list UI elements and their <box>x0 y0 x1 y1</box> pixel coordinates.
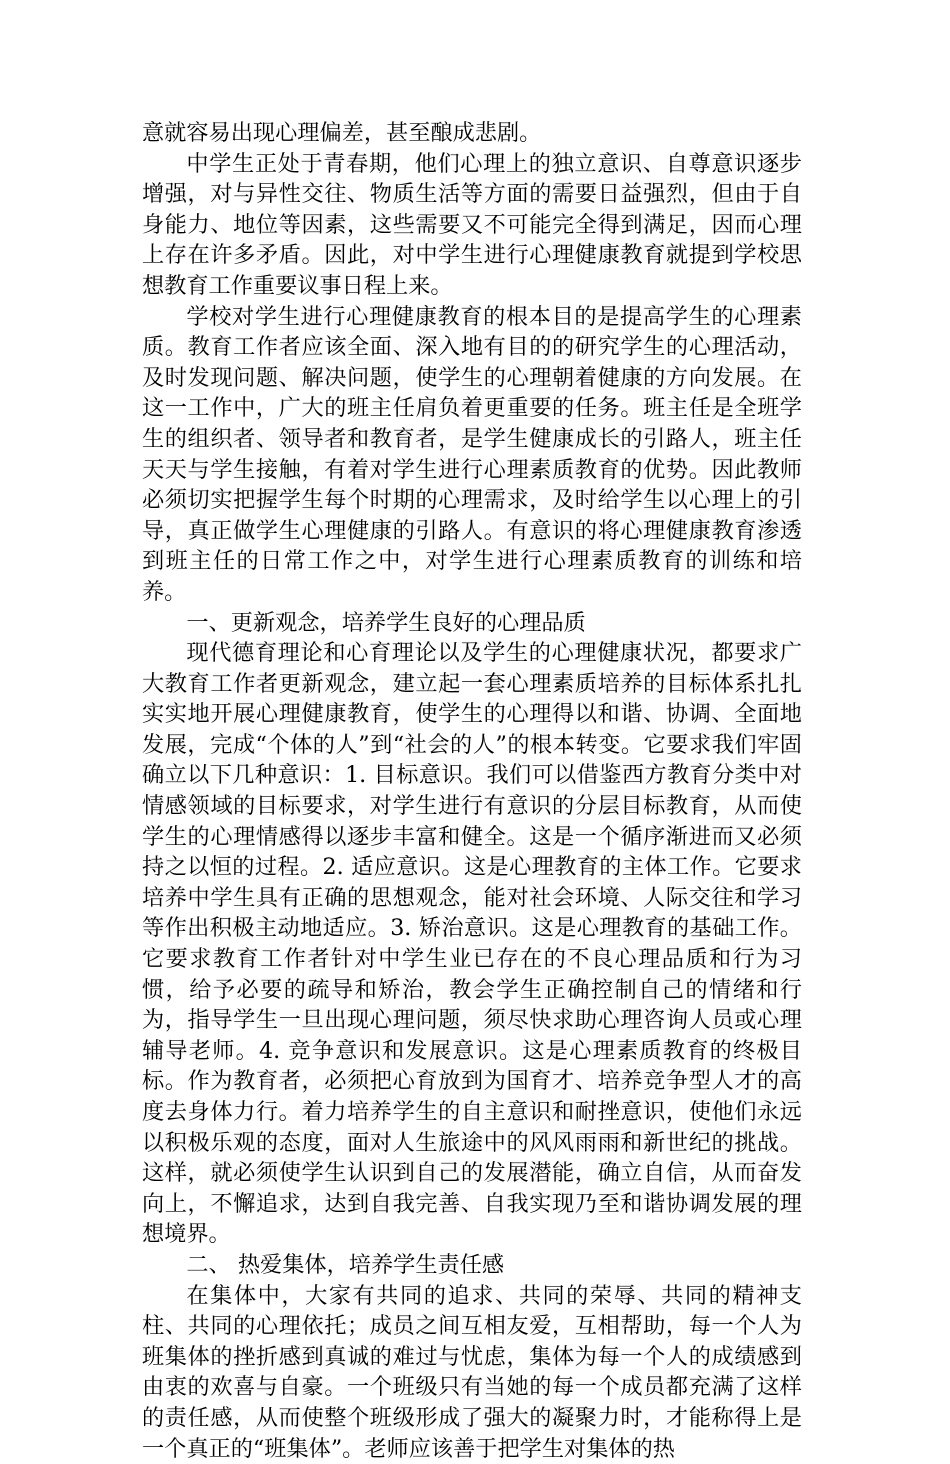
paragraph-continuation: 意就容易出现心理偏差，甚至酿成悲剧。 <box>142 120 542 146</box>
section-heading-2: 二、 热爱集体，培养学生责任感 <box>186 1251 505 1278</box>
paragraph-new-concepts: 现代德育理论和心育理论以及学生的心理健康状况，都要求广大教育工作者更新观念，建立起一套心理素质培养的目标体系扎扎实实地开展心理健康教育，使学生的心理得以和谐、协调、全面地发展，完成“个体的人”到“社会的人”的根本转变。它要求我们牢固确立以下几种意识：1. 目标意识。我们可以借鉴西方教育分类中对情感领域的目标要求，对学生进行有意识的分层目标教育，从而使学生的心理情感得以逐步丰富和健全。这是一个循序渐进而又必须持之以恒的过程。2. 适应意识。这是心理教育的主体工作。它要求培养中学生具有正确的思想观念，能对社会环境、人际交往和学习等作出积极主动地适应。3. 矫治意识。这是心理教育的基础工作。它要求教育工作者针对中学生业已存在的不良心理品质和行为习惯，给予必要的疏导和矫治，教会学生正确控制自己的情绪和行为，指导学生一旦出现心理问题，须尽快求助心理咨询人员或心理辅导老师。4. 竞争意识和发展意识。这是心理素质教育的终极目标。作为教育者，必须把心育放到为国育才、培养竞争型人才的高度去身体力行。着力培养学生的自主意识和耐挫意识，使他们永远以积极乐观的态度，面对人生旅途中的风风雨雨和新世纪的挑战。这样，就必须使学生认识到自己的发展潜能，确立自信，从而奋发向上，不懈追求，达到自我完善、自我实现乃至和谐协调发展的理想境界。 <box>142 640 802 1248</box>
section-heading-1: 一、更新观念，培养学生良好的心理品质 <box>186 609 586 636</box>
paragraph-collective: 在集体中，大家有共同的追求、共同的荣辱、共同的精神支柱、共同的心理依托；成员之间互相友爱，互相帮助，每一个人为班集体的挫折感到真诚的难过与忧虑，集体为每一个人的成绩感到由衷的欢喜与自豪。一个班级只有当她的每一个成员都充满了这样的责任感，从而使整个班级形成了强大的凝聚力时，才能称得上是一个真正的“班集体”。老师应该善于把学生对集体的热 <box>142 1282 802 1462</box>
document-page <box>142 118 802 1464</box>
paragraph-adolescence: 中学生正处于青春期，他们心理上的独立意识、自尊意识逐步增强，对与异性交往、物质生活等方面的需要日益强烈，但由于自身能力、地位等因素，这些需要又不可能完全得到满足，因而心理上存在许多矛盾。因此，对中学生进行心理健康教育就提到学校思想教育工作重要议事日程上来。 <box>142 150 802 299</box>
paragraph-purpose: 学校对学生进行心理健康教育的根本目的是提高学生的心理素质。教育工作者应该全面、深入地有目的的研究学生的心理活动，及时发现问题、解决问题，使学生的心理朝着健康的方向发展。在这一工作中，广大的班主任肩负着更重要的任务。班主任是全班学生的组织者、领导者和教育者，是学生健康成长的引路人，班主任天天与学生接触，有着对学生进行心理素质教育的优势。因此教师必须切实把握学生每个时期的心理需求，及时给学生以心理上的引导，真正做学生心理健康的引路人。有意识的将心理健康教育渗透到班主任的日常工作之中，对学生进行心理素质教育的训练和培养。 <box>142 303 802 605</box>
